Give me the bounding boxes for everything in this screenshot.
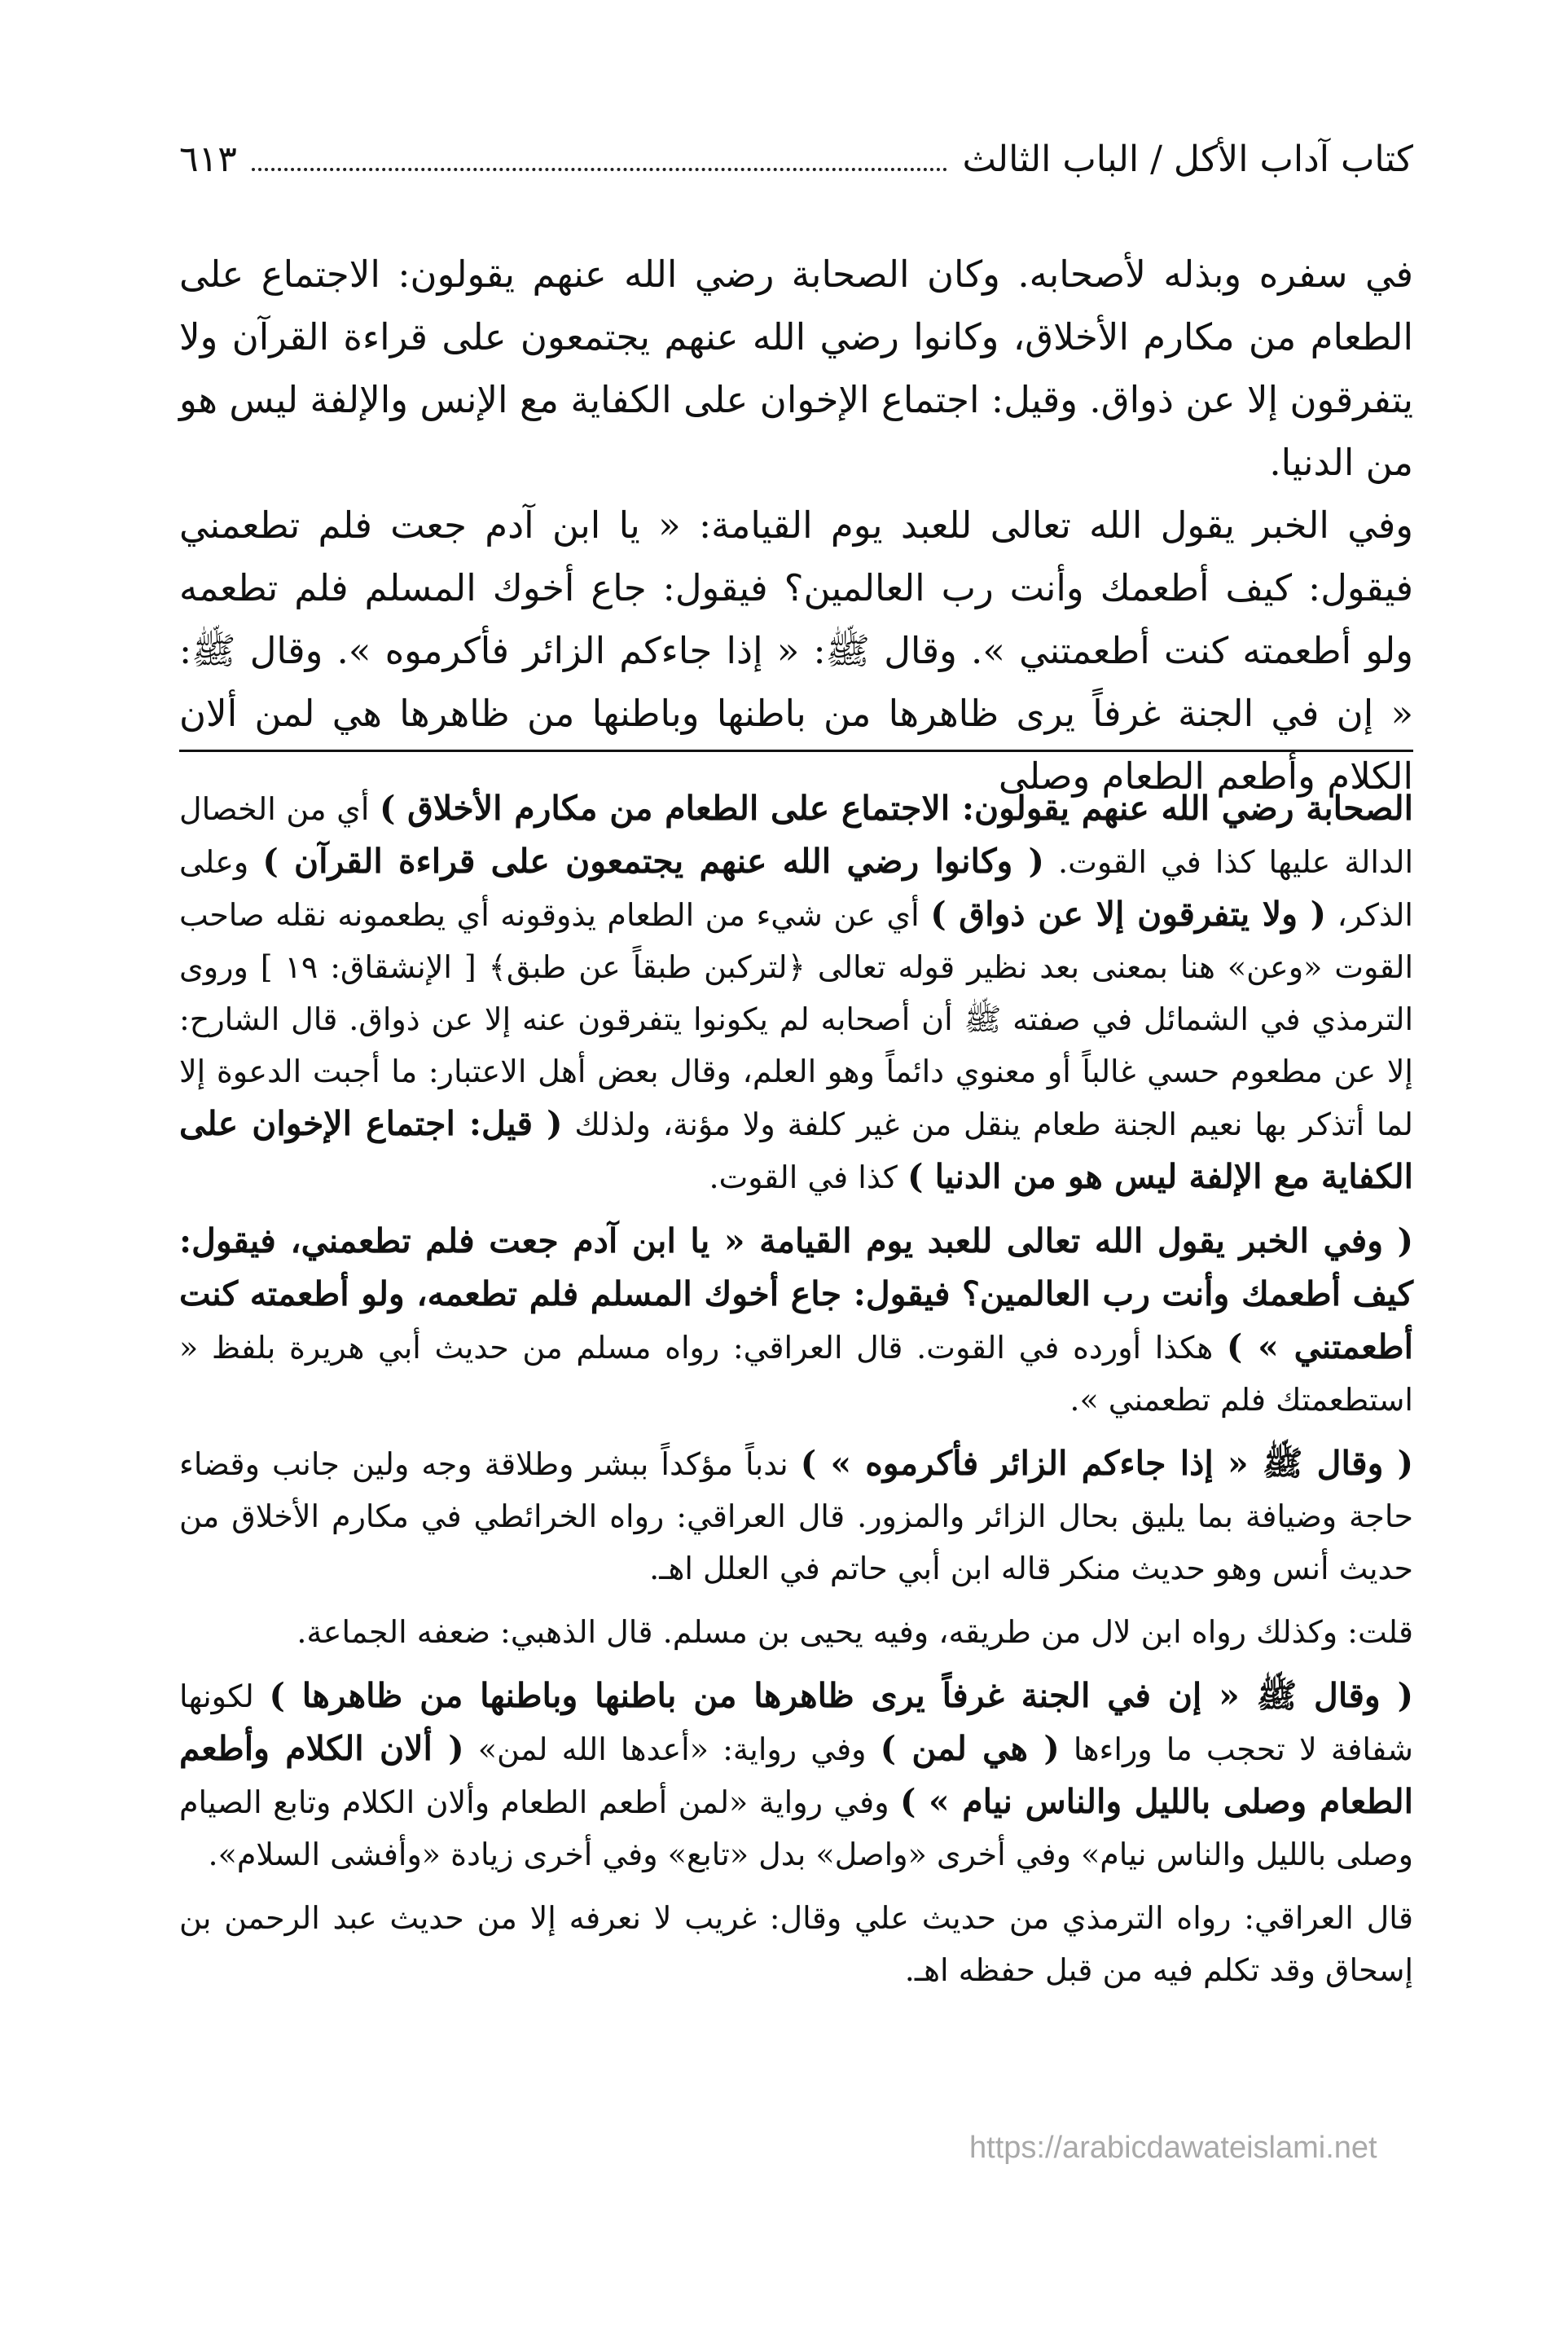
quoted-text: ( وكانوا رضي الله عنهم يجتمعون على قراءة القرآن ) (262, 842, 1044, 881)
quoted-text: ( وفي الخبر يقول الله تعالى للعبد يوم القيامة « يا ابن آدم جعت فلم تطعمني، فيقول: كيف أطعمك وأنت رب العالمين؟ فيقول: جاع أخوك المسلم فلم تطعمه، ولو أطعمته كنت أطعمتني » ) (179, 1221, 1413, 1366)
commentary-text: وعلى الذكر، (179, 844, 1413, 933)
commentary-text: كذا في القوت. (709, 1159, 907, 1195)
book-page (179, 0, 1413, 2349)
commentary (179, 782, 1413, 2008)
commentary-paragraph-1 (179, 782, 1413, 1203)
quoted-text: ( هي لمن ) (880, 1729, 1060, 1768)
main-text (179, 243, 1413, 807)
commentary-paragraph-6: قال العراقي: رواه الترمذي من حديث علي وقال: غريب لا نعرفه إلا من حديث عبد الرحمن بن إسحاق وقد تكلم فيه من قبل حفظه اهـ. (179, 1900, 1413, 1988)
quoted-text: ( وقال ﷺ « إذا جاءكم الزائر فأكرموه » ) (800, 1444, 1414, 1483)
quoted-text: ( وقال ﷺ « إن في الجنة غرفاً يرى ظاهرها من باطنها وباطنها من ظاهرها ) (269, 1676, 1413, 1715)
commentary-text: ندباً مؤكداً ببشر وطلاقة وجه ولين جانب وقضاء حاجة وضيافة بما يليق بحال الزائر والمزور. قال العراقي: رواه الخرائطي في مكارم الأخلاق من حديث أنس وهو حديث منكر قاله ابن أبي حاتم في العلل اهـ. (179, 1446, 1413, 1586)
commentary-text: أي عن شيء من الطعام يذوقونه أي يطعمونه نقله صاحب القوت «وعن» هنا بمعنى بعد نظير قوله تعالى ﴿لتركبن طبقاً عن طبق﴾ [ الإنشقاق: ١٩ ] وروى الترمذي في الشمائل في صفته ﷺ أن أصحابه لم يكونوا يتفرقون عنه إلا عن ذواق. قال الشارح: إلا عن مطعوم حسي غالباً أو معنوي دائماً وهو العلم، وقال بعض أهل الاعتبار: ما أجبت الدعوة إلا لما أتذكر بها نعيم الجنة طعام ينقل من غير كلفة ولا مؤنة، ولذلك (179, 897, 1414, 1142)
watermark-url: https://arabicdawateislami.net (969, 2131, 1377, 2165)
page-number: ٦١٣ (179, 138, 237, 180)
separator-rule (179, 750, 1413, 752)
running-header (179, 130, 1413, 187)
commentary-paragraph-5 (179, 1669, 1413, 1881)
commentary-text: وفي رواية «لمن أطعم الطعام وألان الكلام وتابع الصيام وصلى بالليل والناس نيام» وفي أخرى «واصل» بدل «تابع» وفي أخرى زيادة «وأفشى السلام». (179, 1784, 1413, 1872)
commentary-text: وفي رواية: «أعدها الله لمن» (463, 1731, 881, 1767)
header-title: كتاب آداب الأكل / الباب الثالث (962, 138, 1413, 180)
commentary-text: أي من الخصال الدالة عليها كذا في القوت. (179, 791, 1414, 880)
quoted-text: ( قيل: اجتماع الإخوان على الكفاية مع الإلفة ليس هو من الدنيا ) (179, 1104, 1413, 1196)
quoted-text: الصحابة رضي الله عنهم يقولون: الاجتماع على الطعام من مكارم الأخلاق ) (379, 789, 1414, 828)
main-paragraph-1: في سفره وبذله لأصحابه. وكان الصحابة رضي الله عنهم يقولون: الاجتماع على الطعام من مكارم الأخلاق، وكانوا رضي الله عنهم يجتمعون على قراءة القرآن ولا يتفرقون إلا عن ذواق. وقيل: اجتماع الإخوان على الكفاية مع الإنس والإلفة ليس هو من الدنيا. (179, 253, 1413, 484)
quoted-text: ( ولا يتفرقون إلا عن ذواق ) (930, 895, 1327, 934)
quoted-text: ( ألان الكلام وأطعم الطعام وصلى بالليل والناس نيام » ) (179, 1729, 1413, 1821)
commentary-paragraph-3 (179, 1437, 1413, 1595)
commentary-text: لكونها شفافة لا تحجب ما وراءها (179, 1678, 1414, 1767)
header-dot-leader (252, 147, 948, 171)
commentary-text: هكذا أورده في القوت. قال العراقي: رواه مسلم من حديث أبي هريرة بلفظ « استطعمتك فلم تطعمني ». (179, 1330, 1413, 1418)
commentary-paragraph-2 (179, 1215, 1413, 1426)
commentary-paragraph-4: قلت: وكذلك رواه ابن لال من طريقه، وفيه يحيى بن مسلم. قال الذهبي: ضعفه الجماعة. (296, 1614, 1413, 1650)
main-paragraph-2: وفي الخبر يقول الله تعالى للعبد يوم القيامة: « يا ابن آدم جعت فلم تطعمني فيقول: كيف أطعمك وأنت رب العالمين؟ فيقول: جاع أخوك المسلم فلم تطعمه ولو أطعمته كنت أطعمتني ». وقال ﷺ: « إذا جاءكم الزائر فأكرموه ». وقال ﷺ: « إن في الجنة غرفاً يرى ظاهرها من باطنها وباطنها من ظاهرها هي لمن ألان الكلام وأطعم الطعام وصلى (179, 504, 1413, 798)
